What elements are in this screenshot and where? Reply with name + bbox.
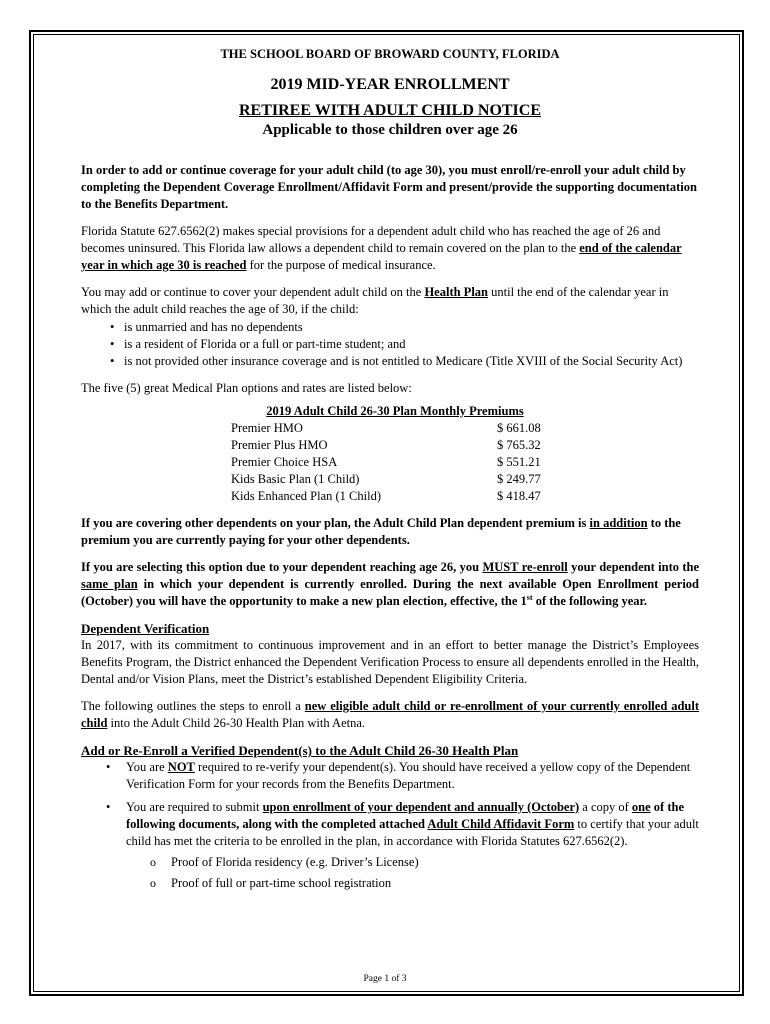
plan-name: Kids Enhanced Plan (1 Child) [231, 489, 381, 503]
premiums-title: 2019 Adult Child 26-30 Plan Monthly Premiums [266, 404, 524, 418]
list-item: • is not provided other insurance coverage and is not entitled to Medicare (Title XVIII of the Social Security Act) [124, 353, 699, 370]
table-row [231, 471, 549, 488]
plan-name: Premier HMO [231, 421, 303, 435]
list-item: • is unmarried and has no dependents [124, 319, 699, 336]
intro-paragraph: In order to add or continue coverage for your adult child (to age 30), you must enroll/re-enroll your adult child by completing the Dependent Coverage Enrollment/Affidavit Form and present/provide the supporting documentation to the Benefits Department. [81, 163, 697, 211]
statute-text-end: for the purpose of medical insurance. [246, 258, 436, 272]
bullet-text: of the following documents [126, 800, 684, 831]
enrollment-emphasis: upon enrollment of your dependent and annually (October) [262, 800, 580, 814]
plan-rate: $ 249.77 [497, 472, 541, 486]
not-emphasis: NOT [167, 760, 195, 774]
one-emphasis: one [631, 800, 651, 814]
reenroll-text: your dependent into the [567, 560, 699, 574]
document-title: 2019 MID-YEAR ENROLLMENT [270, 76, 510, 93]
add-section-list [81, 759, 699, 850]
page-number: Page 1 of 3 [363, 974, 407, 984]
health-plan-text-end: until the end of the calendar year in which the adult child reaches the age of 30, if the child: [81, 285, 669, 316]
plan-rate: $ 418.47 [497, 489, 541, 503]
verification-heading: Dependent Verification [81, 621, 210, 636]
same-plan-emphasis: same plan [81, 577, 138, 591]
list-item [126, 759, 699, 793]
document-content [81, 44, 699, 894]
plan-name: Premier Plus HMO [231, 438, 328, 452]
plan-name: Premier Choice HSA [231, 455, 338, 469]
addition-note [81, 515, 699, 549]
reenroll-note [81, 559, 699, 610]
bullet-text-end: to certify that your adult child has met the criteria to be enrolled in the plan, in accordance with Florida Statutes 627.6562(2). [126, 817, 699, 848]
steps-emphasis: new eligible adult child or re-enrollment of your currently enrolled adult child [81, 699, 699, 730]
table-row [231, 488, 549, 505]
reenroll-text-end: of the following year. [532, 594, 648, 608]
add-section-heading: Add or Re-Enroll a Verified Dependent(s) to the Adult Child 26-30 Health Plan [81, 743, 519, 758]
table-row [231, 454, 549, 471]
steps-text-end: into the Adult Child 26-30 Health Plan with Aetna. [107, 716, 366, 730]
statute-paragraph [81, 223, 699, 274]
addition-note-text: If you are covering other dependents on your plan, the Adult Child Plan dependent premium is [81, 516, 590, 530]
statute-text: Florida Statute 627.6562(2) makes special provisions for a dependent adult child who has reached the age of 26 and becomes uninsured. This Florida law allows a dependent child to remain covered on the plan to the [81, 224, 661, 255]
health-plan-text: You may add or continue to cover your dependent adult child on the [81, 285, 425, 299]
bullet-text: a copy of [579, 800, 632, 814]
bullet-text: You are required to submit [126, 800, 263, 814]
verification-body: In 2017, with its commitment to continuous improvement and in an effort to better manage the District’s Employees Benefits Program, the District enhanced the Dependent Verification Process to ensure all dependents enrolled in the Health, Dental and/or Vision Plans, meet the District’s established Dependent Eligibility Criteria. [81, 638, 699, 686]
reenroll-text: in which your dependent is currently enrolled. During the next available Open Enrollment period (October) you will have the opportunity to make a new plan election, effective, the 1 [81, 577, 700, 608]
reenroll-text: If you are selecting this option due to your dependent reaching age 26, you [81, 560, 483, 574]
steps-paragraph [81, 698, 699, 732]
statute-emphasis: end of the calendar year in which age 30 is reached [81, 241, 682, 272]
addition-note-text-end: to the premium you are currently paying for your other dependents. [81, 516, 681, 547]
proof-documents-list [81, 852, 699, 894]
organization-heading: THE SCHOOL BOARD OF BROWARD COUNTY, FLORIDA [220, 47, 560, 61]
health-plan-paragraph [81, 284, 699, 318]
health-plan-emphasis: Health Plan [424, 285, 488, 299]
plan-rate: $ 765.32 [497, 438, 541, 452]
eligibility-conditions-list [81, 319, 699, 370]
table-row [231, 420, 549, 437]
notice-title: RETIREE WITH ADULT CHILD NOTICE [238, 102, 542, 119]
ordinal-suffix: st [526, 592, 533, 602]
bullet-text: , along with the completed attached [236, 817, 428, 831]
notice-subtitle: Applicable to those children over age 26 [262, 122, 518, 138]
list-item [126, 799, 699, 850]
steps-text: The following outlines the steps to enroll a [81, 699, 305, 713]
list-item: o Proof of full or part-time school registration [171, 873, 699, 894]
bullet-text: You are [126, 760, 168, 774]
plan-rate: $ 551.21 [497, 455, 541, 469]
premiums-table [231, 403, 549, 505]
list-item: o Proof of Florida residency (e.g. Driver’s License) [171, 852, 699, 873]
plan-rate: $ 661.08 [497, 421, 541, 435]
plan-name: Kids Basic Plan (1 Child) [231, 472, 360, 486]
list-item: • is a resident of Florida or a full or part-time student; and [124, 336, 699, 353]
table-row [231, 437, 549, 454]
affidavit-form-emphasis: Adult Child Affidavit Form [427, 817, 575, 831]
bullet-text-end: required to re-verify your dependent(s). You should have received a yellow copy of the Dependent Verification Form for your records from the Benefits Department. [126, 760, 691, 791]
reenroll-emphasis: MUST re-enroll [482, 560, 568, 574]
options-intro: The five (5) great Medical Plan options and rates are listed below: [81, 381, 412, 395]
addition-note-emphasis: in addition [589, 516, 648, 530]
